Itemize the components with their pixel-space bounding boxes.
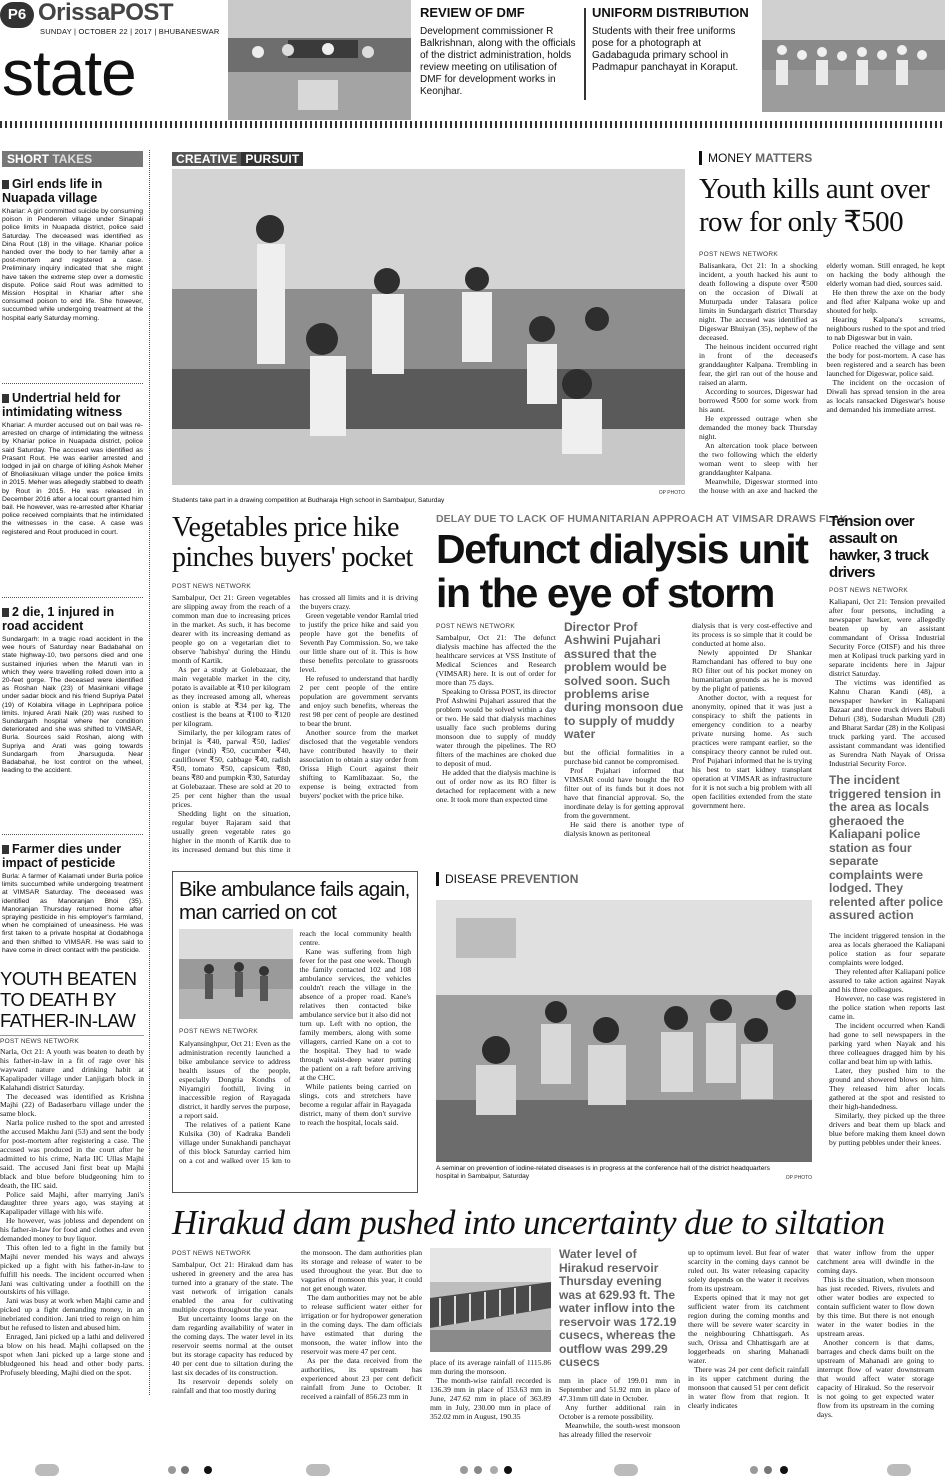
- story-paragraph: This often led to a fight in the family but Majhi never mended his ways and always picked up a fight with his father-in-law to fulfill his needs. The incident occurred when Jani was cultivating under a foothill on the outskirts of his village.: [0, 1242, 144, 1297]
- disease-photo: [436, 900, 812, 1162]
- story-paragraph: The victims was identified as Kahnu Charan Kandi (48), a newspaper hawker in Kaliapani Bazaar and three truck drivers Babuli Dehuri (38), Sudarshan Muduli (28) and Bharat Sardar (28) in the Kolipasi truck parking yard. The accused assistant commandant was identified as Surendra Nath Nayak of Orissa Industrial Security Force.: [829, 678, 945, 768]
- promo1-text: Development commissioner R Balkrishnan, along with the officials of the district administration, holds review meeting on utilisation of DMF for development works in Keonjhar.: [420, 26, 576, 97]
- dialysis-story[interactable]: [436, 513, 848, 838]
- short-takes-column: [2, 151, 143, 988]
- story-body: [0, 1048, 144, 1378]
- short-take-title: Undertrial held for intimidating witness: [2, 391, 123, 419]
- story-paragraph: However, no case was registered in the police station when reports last came in.: [829, 993, 945, 1021]
- story-paragraph: They relented after Kaliapani police assured to take action against Nayak and his three colleagues.: [829, 966, 945, 994]
- story-body-col: [436, 633, 556, 804]
- story-paragraph: Prof Pujahari informed that VIMSAR could have bought the RO filter out of its funds but it does not have that financial approval. So, the inordinate delay is for getting approval from the government.: [564, 765, 684, 820]
- story-paragraph: He however, was jobless and dependent on his father-in-law for food and clothes and even demanded money to buy liquor.: [0, 1216, 144, 1244]
- section-title: state: [2, 37, 136, 109]
- story-paragraph: This is the situation, when monsoon has just receded. Rivers, rivulets and other water bodies are expected to contain sufficient water to flow down by this time. But there is not enough water in the water bodies in the upstream areas.: [817, 1275, 934, 1338]
- promo1-title: REVIEW OF DMF: [420, 5, 525, 20]
- story-paragraph: Enraged, Jani picked up a lathi and delivered a blow on his head. Majhi collapsed on the spot when Jani picked up a large stone and bludgeoned his head and other body parts. Profusely bleeding, Majhi died on the spot.: [0, 1332, 144, 1377]
- story-paragraph: The incident triggered tension in the area as locals gheraoed the Kaliapani police station as four separate complaints were lodged.: [829, 930, 945, 967]
- registration-mark: [887, 1464, 911, 1476]
- short-take-title: Girl ends life in Nuapada village: [2, 177, 103, 205]
- story-paragraph: According to sources, Digeswar had borrowed ₹500 for some work from his aunt.: [699, 387, 818, 414]
- story-paragraph: Similarly, the per kilogram rates of brinjal is ₹40, parwal ₹50, ladies' finger (vindi) ₹50, cucumber ₹40, cauliflower ₹50, cabbage ₹40, radish ₹50, tomato ₹50, capsicum ₹80, beans ₹80 and pumpkin ₹30, Saturday at Golebazaar. These are sold at 20 to 25 per cent higher than the usual prices.: [172, 728, 291, 809]
- byline: POST NEWS NETWORK: [699, 251, 779, 258]
- registration-mark: [204, 1466, 212, 1474]
- story-paragraph: Speaking to Orissa POST, its director Prof Ashwini Pujahari assured that the problem would be solved within a day or two. He said that dialysis machines usually face such problems during monsoon due to supply of muddy water through the pipelines. The RO filters of the machines are choked due to deposit of mud.: [436, 687, 556, 768]
- date-line: SUNDAY | OCTOBER 22 | 2017 | BHUBANESWAR: [40, 27, 220, 36]
- short-take-title: Farmer dies under impact of pesticide: [2, 842, 122, 870]
- tension-headline: Tension over assault on hawker, 3 truck drivers: [829, 513, 929, 581]
- promo-divider: [584, 8, 586, 100]
- story-paragraph: Police said Majhi, after marrying Jani's daughter three years ago, was staying at Kapalipader village with his wife.: [0, 1189, 144, 1217]
- money-tag-a: MONEY: [708, 151, 752, 165]
- byline: POST NEWS NETWORK: [172, 583, 252, 590]
- creative-tag-a: CREATIVE: [172, 152, 241, 166]
- hirakud-dam-photo: [430, 1248, 551, 1352]
- byline: POST NEWS NETWORK: [172, 1250, 252, 1257]
- story-paragraph: Hearing Kalpana's screams, neighbours rushed to the spot and tried to nab Digeswar but in vain.: [826, 315, 945, 342]
- byline: POST NEWS NETWORK: [179, 1028, 259, 1035]
- money-tag-b: MATTERS: [755, 151, 813, 165]
- story-paragraph: Kalyansinghpur, Oct 21: Even as the administration recently launched a bike ambulance service to address health issues of the people, especially Dongria Kondhs of Niyamgiri foothill, living in inaccessible region of Rayagada district, it hardly serves the purpose, a report said.: [179, 1039, 291, 1120]
- disease-prevention-photo-block: [436, 872, 812, 1183]
- story-body-col: [430, 1358, 551, 1421]
- story-body-col: [559, 1376, 680, 1439]
- story-paragraph: Meanwhile, the south-west monsoon has already filled the reservoir: [559, 1420, 680, 1439]
- column-rule: [149, 150, 150, 1395]
- story-paragraph: Meanwhile, Digeswar stormed into the house with an axe and hacked the elderly woman. Still enraged, he kept on hacking the body although the elderly woman had died, sources said.: [699, 261, 945, 495]
- story-paragraph: The deceased was identified as Krishna Majhi (22) of Badaserbaru village under the same block.: [0, 1091, 144, 1119]
- creative-photo: [172, 169, 685, 485]
- story-paragraph: Narla police rushed to the spot and arrested the accused Makhu Jani (53) and sent the body for post-mortem after registering a case. The accused was produced in the court after he admitted to his crime, Narla IIC Ullas Majhi said. The accused Jani first beat up Majhi black and blue before bludgeoning him to death, the IIC said.: [0, 1118, 144, 1190]
- story-paragraph: Narla, Oct 21: A youth was beaten to death by his father-in-law in a fit of rage over his wayward nature and drinking habit at Kapalipader village under Lanjigarh block in Kalahandi district Saturday.: [0, 1047, 144, 1092]
- story-paragraph: Kaliapani, Oct 21: Tension prevailed after four persons, including a newspaper hawker, were allegedly beaten up by an assistant commandant of Orissa Industrial Security Force (OISF) and his three men at Kolipasi truck parking yard in separate incidents here in Jajpur district Saturday.: [829, 597, 945, 678]
- story-body-col: [829, 931, 945, 1147]
- story-paragraph: Sambalpur, Oct 21: The defunct dialysis machine has affected the the healthcare services at VSS Institute of Medical Sciences and Research (VIMSAR) here. It is out of order for more than 75 days.: [436, 633, 556, 687]
- story-paragraph: But uncertainty looms large on the dam regarding availability of water in the coming days. The water level in its reservoir seems normal at the outset but its storage capacity has reduced by 40 per cent due to siltation during the last six decades of its construction.: [172, 1314, 293, 1377]
- masthead-rule: [0, 121, 945, 128]
- story-paragraph: Balisankara, Oct 21: In a shocking incident, a youth hacked his aunt to death following a dispute over ₹500 on the occasion of Diwali at Muturpada under Talasara police limits in Sundargarh district Thursday night. The accused was identified as Digeswar Bhuiyan (35), nephew of the deceased.: [699, 261, 818, 342]
- disease-caption-row: [436, 1165, 812, 1183]
- story-paragraph: He expressed outrage when she demanded the money back Thursday night.: [699, 414, 818, 441]
- story-paragraph: Another source from the market disclosed that the vegetable vendors have contributed heavily to their association to obtain a stay order from Orissa High Court against their shifting to Kamlibazaar. So, the expense is being extracted from buyers' pocket with the price hike.: [299, 728, 418, 800]
- tension-story[interactable]: [829, 513, 945, 1147]
- story-paragraph: The relatives of a patient Kane Kulsika (30) of Kadraka Bandeli village under Sunakhandi panchayat of this block Saturday carried him on a cot and walked over 15 km to reach the local community health centre.: [179, 929, 411, 1165]
- story-body-col: [688, 1248, 809, 1410]
- creative-tag: [172, 151, 685, 167]
- page-number-badge: P6: [0, 2, 34, 28]
- byline: POST NEWS NETWORK: [436, 623, 516, 630]
- story-paragraph: There was 24 per cent deficit rainfall in its upper catchment during the monsoon that caused 51 per cent deficit in water flow from that region. It clearly indicates: [688, 1365, 809, 1410]
- story-paragraph: Experts opined that it may not get sufficient water from its catchment region during the coming months and there will be severe water scarcity in the neighbouring Chhattisgarh. As such, Orissa and Chhattisgarh are at loggerheads on sharing Mahanadi water.: [688, 1293, 809, 1365]
- story-paragraph: but the official formalities in a purchase bid cannot be compromised.: [564, 747, 684, 766]
- story-paragraph: Green vegetable vendor Ramlal tried to justify the price hike and said you people have got the benefits of Seventh Pay Commission. So, we take our little share out of it. This is how these benefits percolate to grassroots level.: [299, 611, 418, 674]
- story-paragraph: Sambalpur, Oct 21: Hirakud dam has ushered in greenery and the area has turned into a granary of the state. The vast network of irrigation canals enabled the area for cultivating multiple crops throughout the year.: [172, 1260, 293, 1314]
- registration-mark: [750, 1466, 758, 1474]
- story-body: [699, 261, 945, 499]
- short-take-body: Sundargarh: In a tragic road accident in the wee hours of Saturday near Badabahal on state highway-10, two persons died and one sustained injuries when the Maruti van in which they were travelling rolled down into a 20-feet gorge. The deceased were identified as Roshan Naik (23) of Masinkani village under sadar block and his friend Supriya Patel (19) of Kolabira village in Lephripara police limits. Injured Arati Naik (20) was rushed to Sundargarh hospital where her condition deteriorated and she was shifted to VIMSAR, Burla. Sources said Roshan, along with Supriya and Arati was going towards Sundargarh from Jharsuguda. Near Badabahal, he lost control on the wheel, leading to the accident.: [2, 636, 143, 775]
- story-paragraph: The incident occurred when Kandi had gone to sell newspapers in the parking yard when Nayak and his three colleagues dragged him by his collar and beat him up with lathis.: [829, 1020, 945, 1066]
- story-paragraph: Police reached the village and sent the body for post-mortem. A case has been registered and a search has been launched for Digeswar, police said.: [826, 342, 945, 378]
- short-take-item[interactable]: [2, 606, 143, 834]
- promo2[interactable]: [592, 5, 757, 74]
- registration-mark: [504, 1466, 512, 1474]
- short-take-title: 2 die, 1 injured in road accident: [2, 605, 115, 633]
- pull-quote: The incident triggered tension in the area as locals gheraoed the Kaliapani police station as four separate complaints were lodged. They relented after police assured action: [829, 773, 944, 922]
- pull-quote: Director Prof Ashwini Pujahari assured that the problem would be solved soon. Such problems arise during monsoon due to supply of muddy water: [564, 620, 684, 742]
- story-paragraph: Newly appointed Dr Shankar Ramchandani has offered to buy one RO filter out of his pocket money on humanitarian grounds as he is moved by the plight of patients.: [692, 648, 812, 693]
- story-body: [179, 929, 411, 1179]
- story-paragraph: An altercation took place between the two following which the elderly woman went to sleep with her granddaughter Kalpana.: [699, 441, 818, 477]
- registration-mark: [490, 1466, 498, 1474]
- short-take-item[interactable]: [2, 178, 143, 383]
- story-body-col: [172, 1260, 293, 1395]
- creative-caption-row: [172, 489, 685, 504]
- story-body-col: [829, 597, 945, 768]
- print-registration-strip: [0, 1462, 945, 1479]
- story-paragraph: Its reservoir depends solely on rainfall and that too mostly during: [172, 1377, 293, 1395]
- story-paragraph: Another concern is that dams, barrages and check dams built on the upstream of Mahanadi are going to interrupt flow of water downstream that would affect water storage capacity of Hirakud. So the reservoir is not going to get expected water flow from its upstream in the coming days.: [817, 1338, 934, 1419]
- money-matters-story[interactable]: [699, 151, 945, 499]
- veg-headline: Vegetables price hike pinches buyers' pocket: [172, 512, 413, 573]
- creative-tag-b: PURSUIT: [241, 152, 303, 166]
- short-take-item[interactable]: [2, 843, 143, 988]
- story-paragraph: Sambalpur, Oct 21: Green vegetables are slipping away from the reach of a common man due to increasing prices in the market. As such, it has become dearer with its increasing demand as people go on a vegetarian diet to observe 'habishya' during the Hindu month of Kartik.: [172, 593, 291, 665]
- story-paragraph: He added that the dialysis machine is out of order now as its RO filter is detached for replacement with a new one. It took more than expected time: [436, 768, 556, 804]
- story-paragraph: up to optimum level. But fear of water scarcity in the coming days cannot be ruled out. Its water releasing capacity solely depends on the water it receives from its upstream.: [688, 1248, 809, 1293]
- story-paragraph: As per the data received from the authorities, its upstream has experienced about 23 per cent deficit rainfall from June to October. It received a rainfall of 856.23 mm in: [301, 1356, 422, 1401]
- vegetables-story[interactable]: [172, 513, 418, 865]
- short-take-body: Burla: A farmer of Kalamati under Burla police limits succumbed while undergoing treatment at VIMSAR Saturday. The deceased was identified as Manoranjan Bhoi (35). Manoranjan Thursday returned home after spraying pesticide in his employer's farmland, when he complained of uneasiness. He was first taken to a private hospital at Godabhoga and then shifted to VIMSAR. He was said to have come in direct contact with the pesticide.: [2, 873, 143, 954]
- dialysis-kicker: DELAY DUE TO LACK OF HUMANITARIAN APPROACH AT VIMSAR DRAWS FLAK: [436, 513, 848, 525]
- bike-photo: [179, 929, 293, 1019]
- registration-mark: [474, 1466, 482, 1474]
- disease-tag-b: PREVENTION: [500, 872, 579, 886]
- story-body-col: [564, 748, 684, 838]
- short-take-item[interactable]: [2, 392, 143, 597]
- byline: POST NEWS NETWORK: [829, 587, 909, 594]
- short-take-body: Khariar: A murder accused out on bail was re-arrested on charge of intimidating the witness by Khariar police in Nuapada district, police said Saturday. The accused was identified as Prasant Rout. He was earlier arrested and lodged in jail on charge of killing Ashok Meher of Bholiasikuan village under the police limits in 2015. Meher was allegedly stabbed to death by Rout in 2015. He was released in December 2016 after a local court granted him bail. He however, was re-arrested after Khariar police received complaints that he intimidated the witnesses in the case. A case was registered and Rout produced in court.: [2, 422, 143, 536]
- registration-mark: [181, 1466, 189, 1474]
- story-paragraph: mm in place of 199.01 mm in September and 51.92 mm in place of 47.31mm till date in October.: [559, 1375, 680, 1403]
- story-body-col: [301, 1248, 422, 1401]
- short-takes-label: [2, 151, 143, 167]
- byline: POST NEWS NETWORK: [0, 1035, 144, 1045]
- money-headline: Youth kills aunt over row for only ₹500: [699, 173, 930, 238]
- hirakud-story[interactable]: [172, 1203, 945, 1439]
- story-paragraph: that water inflow from the upper catchment area will dwindle in the coming days.: [817, 1248, 934, 1275]
- money-tag: [699, 151, 945, 165]
- story-paragraph: The dam authorities may not be able to release sufficient water either for irrigation or for hydropower generation in the coming days. The dam officials have estimated that during the monsoon, the water inflow into the reservoir was mere 47 per cent.: [301, 1293, 422, 1356]
- story-paragraph: As per a study at Golebazaar, the main vegetable market in the city, potato is available at ₹10 per kilogram as they increased among all, whereas onion is stable at ₹34 per kg. The costliest is the beans at ₹100 to ₹120 per kilogram.: [172, 665, 291, 728]
- short-takes-label-b: TAKES: [52, 152, 93, 166]
- story-paragraph: Similarly, they picked up the three drivers and beat them up black and blue before making them kneel down by putting pebbles under their knees.: [829, 1110, 945, 1147]
- youth-beaten-headline: YOUTH BEATEN TO DEATH BY FATHER-IN-LAW: [0, 968, 137, 1031]
- photo-credit: OP PHOTO: [658, 490, 685, 496]
- bike-ambulance-story[interactable]: [172, 871, 418, 1193]
- registration-mark: [780, 1466, 788, 1474]
- story-paragraph: Kane was suffering from high fever for the past one week. Though the family contacted 102 and 108 ambulance services, the vehicles couldn't reach the village in the absence of a proper road. Kane's relatives then contacted bike ambulance service but it also did not turn up. Left with no option, the family members, along with some villagers, carried Kane on a cot to the hospital. They had to wade through waist-deep water putting the patient on a raft before arriving at the CHC.: [299, 947, 411, 1082]
- story-paragraph: He said there is another type of dialysis known as peritoneal: [564, 819, 684, 838]
- brand-logo: OrissaPOST: [38, 0, 174, 26]
- hirakud-headline: Hirakud dam pushed into uncertainty due to siltation: [172, 1203, 885, 1242]
- pull-quote: Water level of Hirakud reservoir Thursday evening was at 629.93 ft. The water inflow into the reservoir was 172.19 cusecs, whereas the outflow was 299.29 cusecs: [559, 1247, 677, 1369]
- short-takes-label-a: SHORT: [7, 152, 49, 166]
- registration-mark: [35, 1464, 59, 1476]
- promo2-photo: [762, 0, 945, 112]
- story-paragraph: Later, they pushed him to the ground and showered blows on him. They released him after locals gathered at the spot and resisted to their high-handedness.: [829, 1065, 945, 1111]
- story-paragraph: the monsoon. The dam authorities plan its storage and release of water to be used throughout the year. But due to vagaries of monsoon this year, it could not get enough water.: [301, 1248, 422, 1293]
- story-paragraph: He refused to understand that hardly 2 per cent people of the entire population are government servants and enjoy such benefits, whereas the rest 98 per cent of people are destined to bear the brunt.: [299, 674, 418, 728]
- story-paragraph: The incident on the occasion of Diwali has spread tension in the area as locals ransacked Digeswar's house and demanded his immediate arrest.: [826, 378, 945, 414]
- creative-pursuit-photo-block: [172, 151, 685, 504]
- story-body-col: [817, 1248, 934, 1419]
- promo2-title: UNIFORM DISTRIBUTION: [592, 5, 749, 20]
- promo2-text: Students with their free uniforms pose for a photograph at Gadabaguda primary school in Padmapur panchayat in Koraput.: [592, 26, 739, 73]
- story-paragraph: The heinous incident occurred right in front of the deceased's granddaughter Kalpana. Trembling in fear, the girl ran out of the house and raised an alarm.: [699, 342, 818, 387]
- story-paragraph: The month-wise rainfall recorded is 136.39 mm in place of 153.63 mm in June, 247.62 mm in place of 363.89 mm in July, 230.00 mm in place of 352.02 mm in August, 190.35: [430, 1376, 551, 1421]
- registration-mark: [764, 1466, 772, 1474]
- story-body-col: [692, 621, 812, 810]
- dialysis-headline: Defunct dialysis unit in the eye of storm: [436, 526, 808, 616]
- story-paragraph: Jani was busy at work when Majhi came and picked up a fight demanding money, in an inebriated condition. Jani tried to reign on him but he refused to listen and abused him.: [0, 1296, 144, 1333]
- story-paragraph: He then threw the axe on the body and fled after Kalpana woke up and shouted for help.: [826, 288, 945, 315]
- disease-tag: [436, 872, 812, 886]
- registration-mark: [460, 1466, 468, 1474]
- story-paragraph: dialysis that is very cost-effective and its process is so simple that it could be conducted at home also.: [692, 621, 812, 648]
- story-paragraph: Another doctor, with a request for anonymity, opined that it was just a conspiracy to shift the patients in emergency condition to a nearby private nursing home. As such practices were rampant earlier, so the conspiracy theory cannot be ruled out. Prof Pujahari informed that he is trying his best to start kidney transplant operation at VIMSAR as infrastructure for it is not such a big problem with all open facilities extended from the state government here.: [692, 693, 812, 810]
- story-paragraph: Shedding light on the situation, regular buyer Rajaram said that usually green vegetable rates go higher in the month of Kartik due to its increased demand but this time it has crossed all limits and it is driving the buyers crazy.: [172, 593, 418, 854]
- story-paragraph: Any further additional rain in October is a remote possibility.: [559, 1402, 680, 1421]
- masthead: [0, 0, 945, 120]
- registration-mark: [306, 1464, 330, 1476]
- disease-tag-a: DISEASE: [445, 872, 498, 886]
- promo1-photo: [228, 0, 411, 120]
- short-take-body: Khariar: A girl committed suicide by consuming poison in Penderen village under Sinapali police limits in Nuapada district, police said Saturday. The deceased was identified as Dina Rout (18) in the village. Khariar police handed over the body to her family after a post-mortem and registered a case. Preliminary inquiry indicated that she might have taken the extreme step over a domestic dispute. Police said Rout was admitted to Mission Hospital in Khariar after she consumed poison to end life. She however, succumbed while undergoing treatment at the hospital early Saturday morning.: [2, 208, 143, 322]
- story-paragraph: While patients being carried on slings, cots and stretchers have become a regular affair in Rayagada district, many of them don't survive to reach the hospital, locals said.: [299, 1082, 411, 1127]
- photo-credit: OP PHOTO: [785, 1175, 812, 1181]
- story-body: [172, 593, 418, 865]
- photo-caption: A seminar on prevention of iodine-related diseases is in progress at the conference hall of the district headquarters hospital in Sambalpur, Saturday: [436, 1165, 770, 1180]
- bike-headline: Bike ambulance fails again, man carried on cot: [179, 878, 410, 924]
- photo-caption: Students take part in a drawing competition at Budharaja High school in Sambalpur, Saturday: [172, 497, 445, 504]
- registration-mark: [168, 1466, 176, 1474]
- registration-mark: [614, 1464, 638, 1476]
- youth-beaten-story[interactable]: [0, 968, 144, 1378]
- story-paragraph: place of its average rainfall of 1115.86 mm during the monsoon.: [430, 1358, 551, 1376]
- promo1[interactable]: [420, 5, 580, 98]
